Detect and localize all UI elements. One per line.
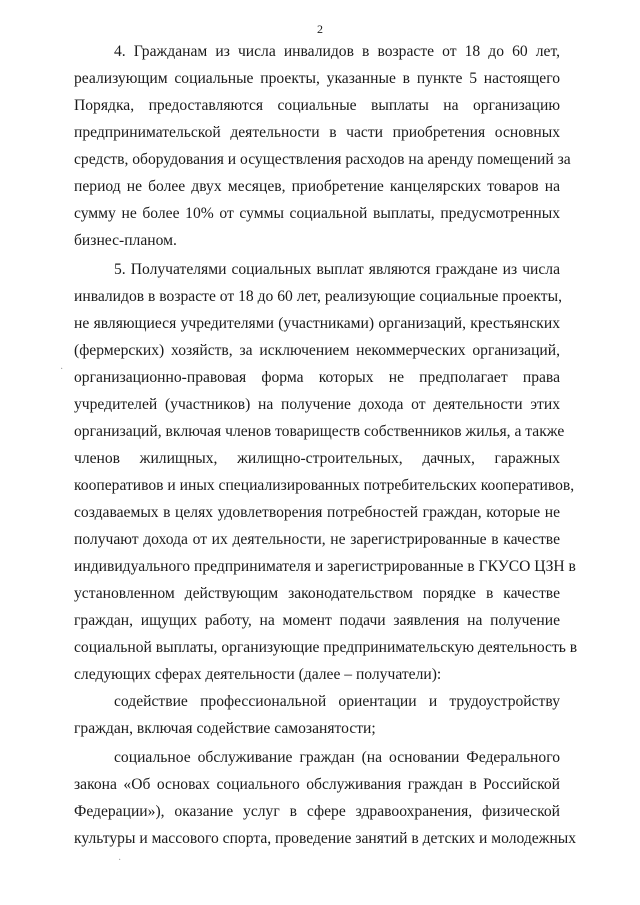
paragraph-5-line: граждан, ищущих работу, на момент подачи заявления на получение — [74, 612, 560, 629]
paragraph-5-line: кооперативов и иных специализированных потребительских кооперативов, — [74, 477, 575, 494]
paragraph-4-line: средств, оборудования и осуществления расходов на аренду помещений за — [74, 151, 571, 168]
list-item-line: Федерации»), оказание услуг в сфере здравоохранения, физической — [74, 803, 560, 820]
paragraph-5-line: создаваемых в целях удовлетворения потребностей граждан, которые не — [74, 504, 560, 521]
paragraph-4-line: предпринимательской деятельности в части приобретения основных — [74, 124, 560, 141]
paragraph-5-line: инвалидов в возрасте от 18 до 60 лет, реализующие социальные проекты, — [74, 288, 562, 305]
scan-speck: · — [118, 855, 122, 866]
paragraph-4-line: сумму не более 10% от суммы социальной выплаты, предусмотренных — [74, 205, 560, 222]
list-item-line: закона «Об основах социального обслуживания граждан в Российской — [74, 776, 560, 793]
paragraph-5-line: учредителей (участников) на получение дохода от деятельности этих — [74, 396, 560, 413]
paragraph-5-line: получают дохода от их деятельности, не зарегистрированные в качестве — [74, 531, 560, 548]
paragraph-4-line: бизнес-планом. — [74, 232, 177, 249]
paragraph-5-line: организационно-правовая форма которых не предполагает права — [74, 369, 560, 386]
paragraph-5-line: не являющиеся учредителями (участниками) организаций, крестьянских — [74, 315, 560, 332]
paragraph-5-line: следующих сферах деятельности (далее – получатели): — [74, 666, 442, 683]
paragraph-4-line: Порядка, предоставляются социальные выплаты на организацию — [74, 97, 560, 114]
paragraph-5-line: индивидуального предпринимателя и зарегистрированные в ГКУСО ЦЗН в — [74, 558, 576, 575]
page-number: 2 — [317, 22, 323, 36]
paragraph-5-line: социальной выплаты, организующие предпринимательскую деятельность в — [74, 639, 578, 656]
paragraph-5-line: (фермерских) хозяйств, за исключением некоммерческих организаций, — [74, 342, 560, 359]
scan-speck: · — [60, 364, 64, 375]
list-item-line: граждан, включая содействие самозанятости; — [74, 720, 376, 737]
paragraph-5-line: 5. Получателями социальных выплат являются граждане из числа — [114, 261, 560, 278]
paragraph-4-line: период не более двух месяцев, приобретение канцелярских товаров на — [74, 178, 560, 195]
paragraph-4-line: реализующим социальные проекты, указанные в пункте 5 настоящего — [74, 70, 560, 87]
list-item-line: содействие профессиональной ориентации и трудоустройству — [114, 693, 560, 710]
list-item-line: культуры и массового спорта, проведение занятий в детских и молодежных — [74, 830, 577, 847]
paragraph-5-line: членов жилищных, жилищно-строительных, дачных, гаражных — [74, 450, 560, 467]
paragraph-5-line: организаций, включая членов товариществ собственников жилья, а также — [74, 423, 565, 440]
paragraph-5-line: установленном действующим законодательством порядке в качестве — [74, 585, 560, 602]
list-item-line: социальное обслуживание граждан (на основании Федерального — [114, 749, 560, 766]
paragraph-4-line: 4. Гражданам из числа инвалидов в возрасте от 18 до 60 лет, — [114, 43, 560, 60]
